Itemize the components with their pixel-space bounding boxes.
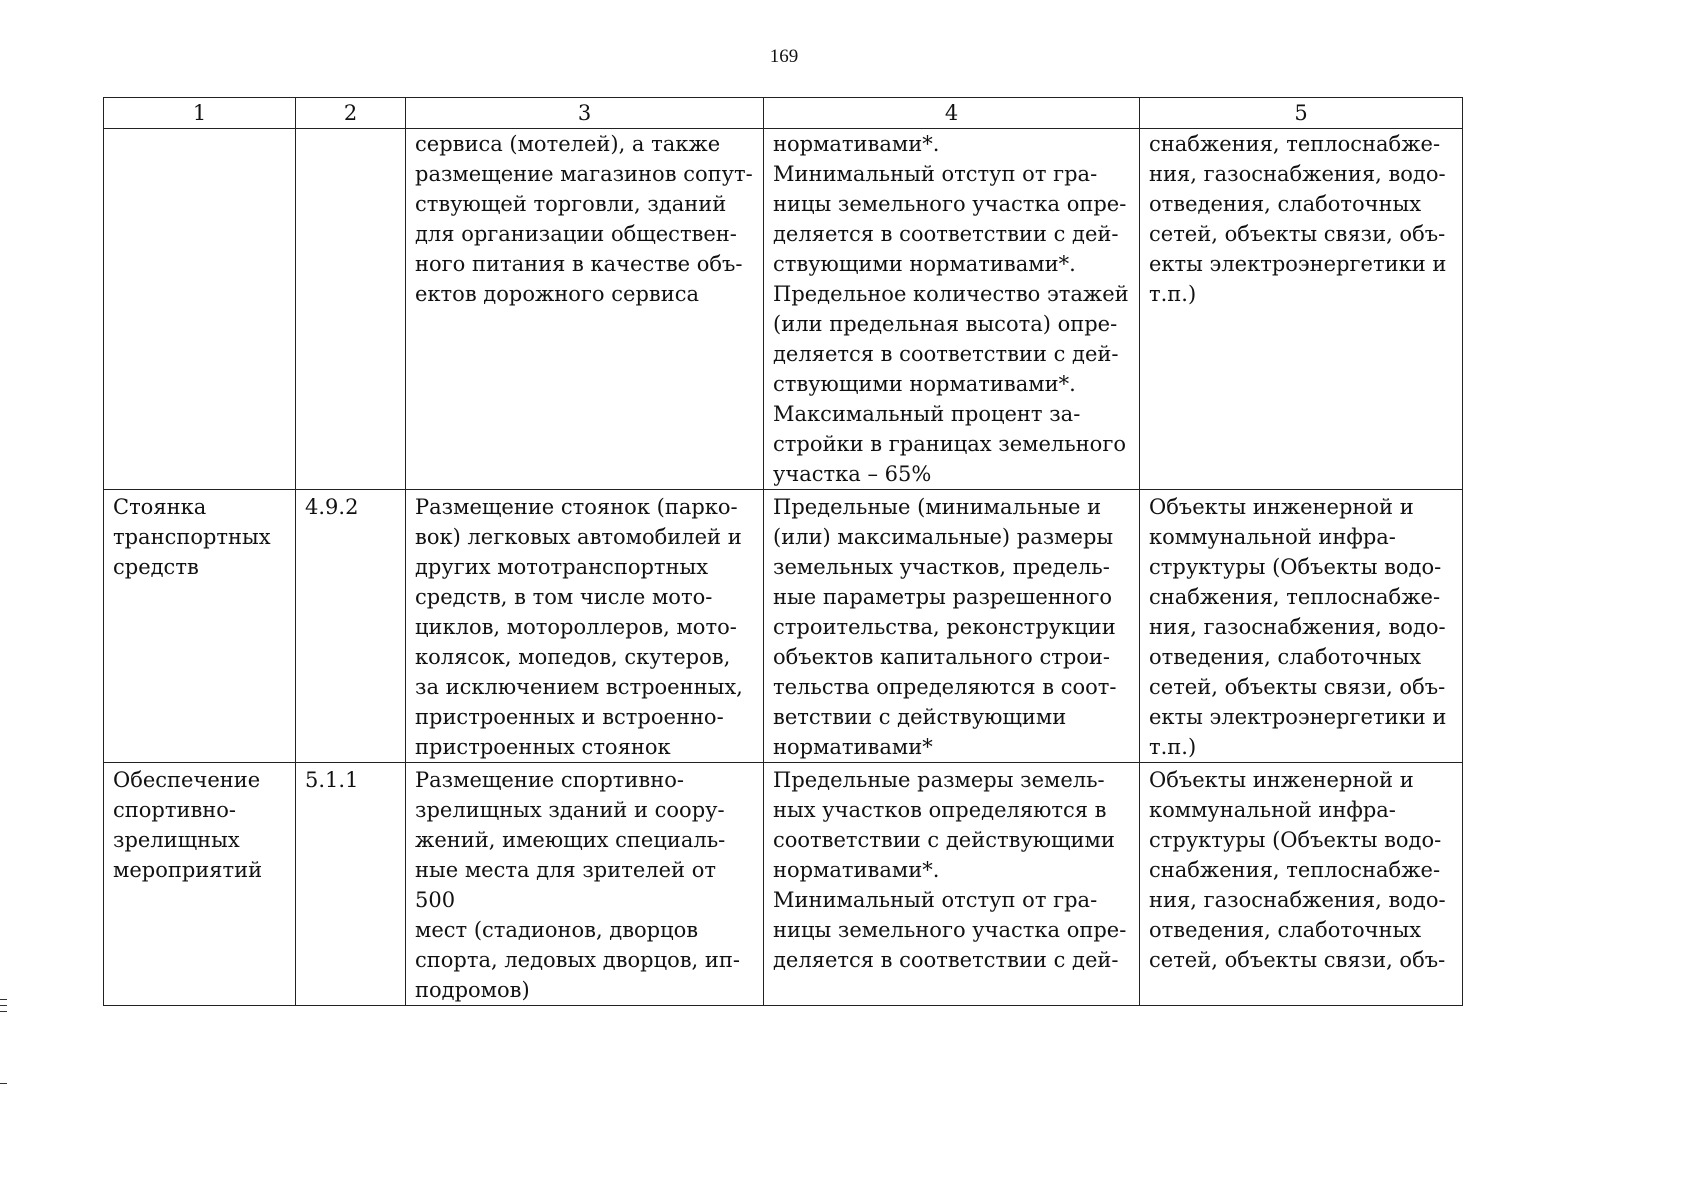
regulations-table bbox=[103, 97, 1463, 1006]
cell-use-code: 4.9.2 bbox=[296, 490, 406, 763]
cell-construction-parameters: Предельные (минимальные и (или) максимальные) размеры земельных участков, предель- ные параметры разрешенного строительства, реконструкции объектов капитального строи- тельства определяются в соот- ветствии с действующими нормативами* bbox=[764, 490, 1140, 763]
cell-use-name: Обеспечение спортивно- зрелищных мероприятий bbox=[104, 763, 296, 1006]
column-header-5: 5 bbox=[1140, 98, 1463, 129]
column-header-3: 3 bbox=[406, 98, 764, 129]
column-header-2: 2 bbox=[296, 98, 406, 129]
cell-auxiliary-uses: Объекты инженерной и коммунальной инфра- структуры (Объекты водо- снабжения, теплоснабже- ния, газоснабжения, водо- отведения, слаботочных сетей, объекты связи, объ- екты электроэнергетики и т.п.) bbox=[1140, 490, 1463, 763]
cell-construction-parameters: нормативами*. Минимальный отступ от гра- ницы земельного участка опре- деляется в соответствии с дей- ствующими нормативами*. Предельное количество этажей (или предельная высота) опре- деляется в соответствии с дей- ствующими нормативами*. Максимальный процент за- стройки в границах земельного участка – 65% bbox=[764, 129, 1140, 490]
margin-mark bbox=[0, 1011, 7, 1012]
table-row bbox=[104, 129, 1463, 490]
page-number: 169 bbox=[769, 46, 799, 67]
column-header-4: 4 bbox=[764, 98, 1140, 129]
cell-use-name bbox=[104, 129, 296, 490]
table-header-row bbox=[104, 98, 1463, 129]
cell-auxiliary-uses: Объекты инженерной и коммунальной инфра- структуры (Объекты водо- снабжения, теплоснабже- ния, газоснабжения, водо- отведения, слаботочных сетей, объекты связи, объ- bbox=[1140, 763, 1463, 1006]
cell-use-code: 5.1.1 bbox=[296, 763, 406, 1006]
cell-use-name: Стоянка транспортных средств bbox=[104, 490, 296, 763]
cell-auxiliary-uses: снабжения, теплоснабже- ния, газоснабжения, водо- отведения, слаботочных сетей, объекты связи, объ- екты электроэнергетики и т.п.) bbox=[1140, 129, 1463, 490]
cell-construction-parameters: Предельные размеры земель- ных участков определяются в соответствии с действующими нормативами*. Минимальный отступ от гра- ницы земельного участка опре- деляется в соответствии с дей- bbox=[764, 763, 1140, 1006]
column-header-1: 1 bbox=[104, 98, 296, 129]
margin-mark bbox=[0, 999, 7, 1000]
margin-mark bbox=[0, 1005, 7, 1006]
table-row bbox=[104, 490, 1463, 763]
cell-use-description: Размещение стоянок (парко- вок) легковых автомобилей и других мототранспортных средств, в том числе мото- циклов, мотороллеров, мото- колясок, мопедов, скутеров, за исключением встроенных, пристроенных и встроенно- пристроенных стоянок bbox=[406, 490, 764, 763]
cell-use-description: сервиса (мотелей), а также размещение магазинов сопут- ствующей торговли, зданий для организации обществен- ного питания в качестве объ- ектов дорожного сервиса bbox=[406, 129, 764, 490]
margin-mark bbox=[0, 1083, 7, 1084]
cell-use-code bbox=[296, 129, 406, 490]
table-row bbox=[104, 763, 1463, 1006]
cell-use-description: Размещение спортивно- зрелищных зданий и соору- жений, имеющих специаль- ные места для зрителей от 500 мест (стадионов, дворцов спорта, ледовых дворцов, ип- подромов) bbox=[406, 763, 764, 1006]
